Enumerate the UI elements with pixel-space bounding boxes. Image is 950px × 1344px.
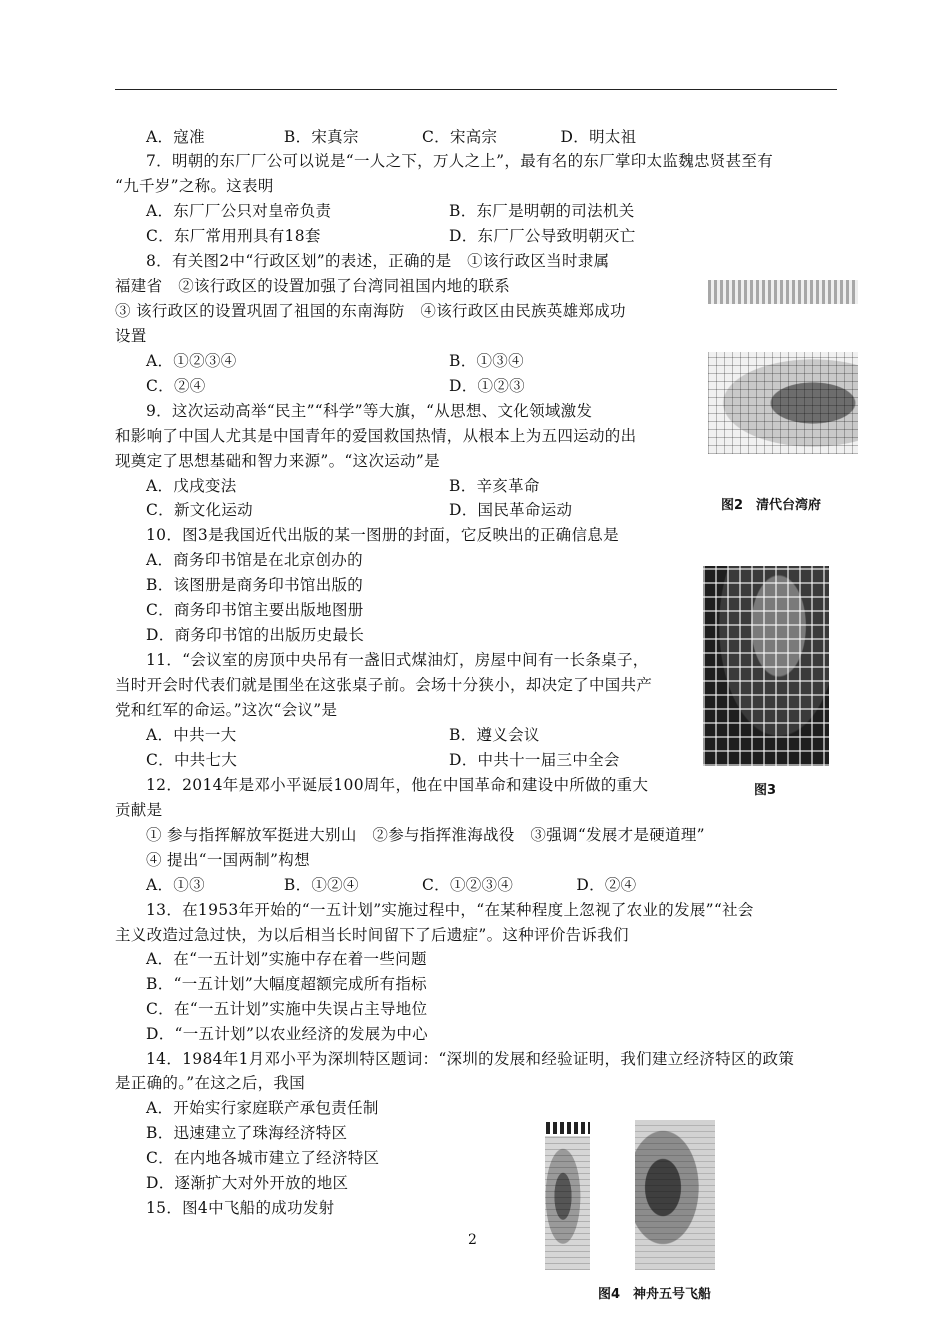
q11-option-c: C．中共七大 xyxy=(146,751,238,769)
q14-option-c: C．在内地各城市建立了经济特区 xyxy=(146,1149,380,1167)
figure-4-left-strip xyxy=(546,1122,590,1134)
q12-item-line1: ① 参与指挥解放军挺进大别山 ②参与指挥淮海战役 ③强调“发展才是硬道理” xyxy=(146,826,705,844)
q8-option-a: A．①②③④ xyxy=(146,352,237,370)
q11-option-b: B．遵义会议 xyxy=(449,726,540,744)
figure-2-map xyxy=(708,352,858,454)
q7-option-a: A．东厂厂公只对皇帝负责 xyxy=(146,202,332,220)
q8-stem-line2: 福建省 ②该行政区的设置加强了台湾同祖国内地的联系 xyxy=(115,277,511,295)
q6-options: A．寇准 B．宋真宗 C．宋高宗 D．明太祖 xyxy=(146,128,637,146)
q13-option-a: A．在“一五计划”实施中存在着一些问题 xyxy=(146,950,427,968)
header-rule xyxy=(115,89,837,90)
q9-option-b: B．辛亥革命 xyxy=(449,477,540,495)
q7-option-d: D．东厂厂公导致明朝灭亡 xyxy=(449,227,636,245)
q8-stem-line3: ③ 该行政区的设置巩固了祖国的东南海防 ④该行政区由民族英雄郑成功 xyxy=(115,302,626,320)
q9-stem-line1: 9．这次运动高举“民主”“科学”等大旗，“从思想、文化领域激发 xyxy=(146,402,593,420)
q9-stem-line2: 和影响了中国人尤其是中国青年的爱国救国热情，从根本上为五四运动的出 xyxy=(115,427,637,445)
q10-option-a: A．商务印书馆是在北京创办的 xyxy=(146,551,363,569)
figure-4-caption: 图4 神舟五号飞船 xyxy=(598,1287,712,1302)
q13-option-c: C．在“一五计划”实施中失误占主导地位 xyxy=(146,1000,428,1018)
q9-option-d: D．国民革命运动 xyxy=(449,501,573,519)
q10-stem: 10．图3是我国近代出版的某一图册的封面，它反映出的正确信息是 xyxy=(146,526,619,544)
q14-option-b: B．迅速建立了珠海经济特区 xyxy=(146,1124,348,1142)
q14-option-d: D．逐渐扩大对外开放的地区 xyxy=(146,1174,349,1192)
q8-option-c: C．②④ xyxy=(146,377,206,395)
figure-2-caption: 图2 清代台湾府 xyxy=(721,498,822,513)
q8-stem-line4: 设置 xyxy=(115,327,147,345)
q12-stem-line2: 贡献是 xyxy=(115,801,163,819)
q13-option-b: B．“一五计划”大幅度超额完成所有指标 xyxy=(146,975,427,993)
q9-option-a: A．戊戌变法 xyxy=(146,477,237,495)
q12-stem-line1: 12．2014年是邓小平诞辰100周年，他在中国革命和建设中所做的重大 xyxy=(146,776,649,794)
q10-option-c: C．商务印书馆主要出版地图册 xyxy=(146,601,364,619)
q12-item-line2: ④ 提出“一国两制”构想 xyxy=(146,851,310,869)
q14-stem-line1: 14．1984年1月邓小平为深圳特区题词：“深圳的发展和经验证明，我们建立经济特区的政策 xyxy=(146,1050,795,1068)
figure-4-left-image xyxy=(545,1136,590,1270)
q7-stem-line2: “九千岁”之称。这表明 xyxy=(115,177,274,195)
q7-stem-line1: 7．明朝的东厂厂公可以说是“一人之下，万人之上”，最有名的东厂掌印太监魏忠贤甚至有 xyxy=(146,152,774,170)
q11-stem-line3: 党和红军的命运。”这次“会议”是 xyxy=(115,701,338,719)
q11-option-d: D．中共十一届三中全会 xyxy=(449,751,620,769)
q8-option-b: B．①③④ xyxy=(449,352,524,370)
q15-stem: 15．图4中飞船的成功发射 xyxy=(146,1199,335,1217)
q13-stem-line2: 主义改造过急过快，为以后相当长时间留下了后遗症”。这种评价告诉我们 xyxy=(115,926,629,944)
q8-option-d: D．①②③ xyxy=(449,377,525,395)
q9-option-c: C．新文化运动 xyxy=(146,501,253,519)
figure-3-atlas-cover xyxy=(703,566,829,766)
q11-stem-line2: 当时开会时代表们就是围坐在这张桌子前。会场十分狭小，却决定了中国共产 xyxy=(115,676,653,694)
figure-3-caption: 图3 xyxy=(754,783,777,798)
page-number: 2 xyxy=(468,1232,477,1248)
q13-stem-line1: 13．在1953年开始的“一五计划”实施过程中，“在某种程度上忽视了农业的发展”“社会 xyxy=(146,901,754,919)
q7-option-c: C．东厂常用刑具有18套 xyxy=(146,227,321,245)
q14-stem-line2: 是正确的。”在这之后，我国 xyxy=(115,1074,306,1092)
q14-option-a: A．开始实行家庭联产承包责任制 xyxy=(146,1099,379,1117)
figure-2-map-header xyxy=(708,280,858,304)
q10-option-d: D．商务印书馆的出版历史最长 xyxy=(146,626,365,644)
q11-stem-line1: 11．“会议室的房顶中央吊有一盏旧式煤油灯，房屋中间有一长条桌子， xyxy=(146,651,649,669)
q8-stem-line1: 8．有关图2中“行政区划”的表述，正确的是 ①该行政区当时隶属 xyxy=(146,252,610,270)
q10-option-b: B．该图册是商务印书馆出版的 xyxy=(146,576,364,594)
figure-4-right-image xyxy=(635,1120,715,1270)
q7-option-b: B．东厂是明朝的司法机关 xyxy=(449,202,635,220)
q12-options: A．①③ B．①②④ C．①②③④ D．②④ xyxy=(146,876,637,894)
q11-option-a: A．中共一大 xyxy=(146,726,237,744)
q13-option-d: D．“一五计划”以农业经济的发展为中心 xyxy=(146,1025,428,1043)
q9-stem-line3: 现奠定了思想基础和智力来源”。“这次运动”是 xyxy=(115,452,440,470)
